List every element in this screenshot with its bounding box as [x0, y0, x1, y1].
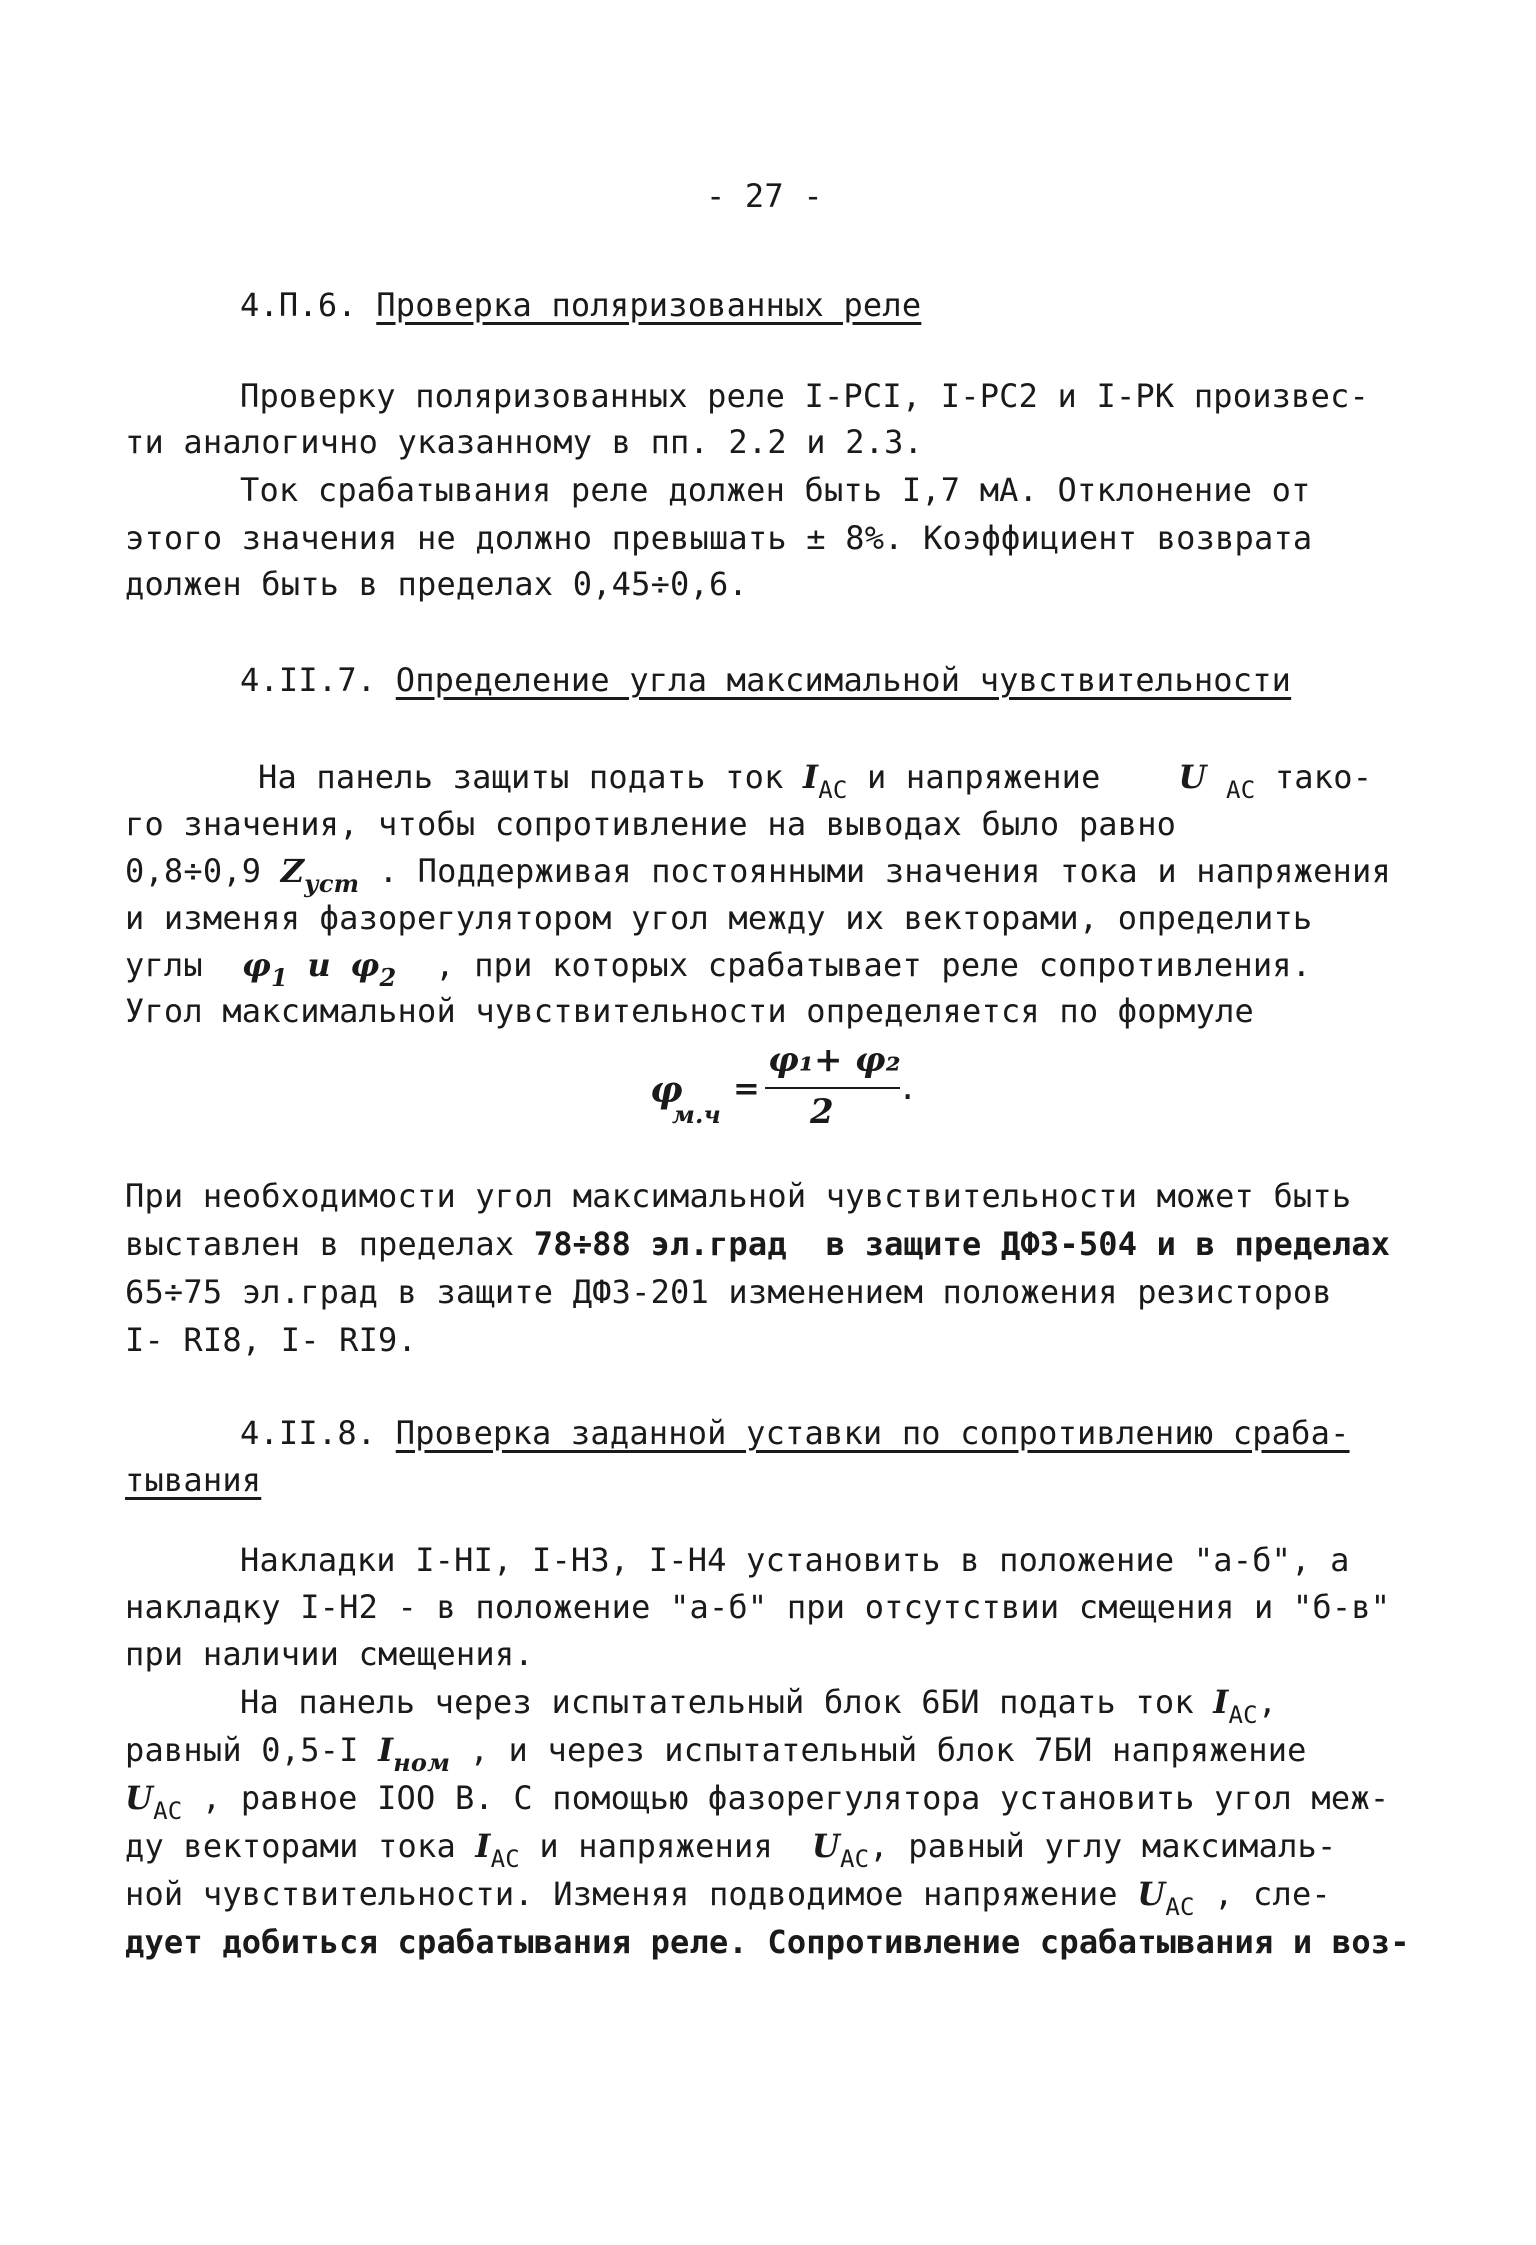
formula-period: .	[898, 1069, 918, 1107]
text-line: На панель защиты подать ток $I_{AC}$ и напряжение U $_{AC}$ тако-	[258, 758, 1373, 804]
section-heading-4-p-6	[240, 285, 921, 325]
text-line: го значения, чтобы сопротивление на выводах было равно	[125, 805, 1177, 843]
text-line: должен быть в пределах 0,45÷0,6.	[125, 565, 748, 603]
text-line: $U_{AC}$ , равное IOO В. С помощью фазорегулятора установить угол меж-	[125, 1779, 1390, 1825]
formula-phi: φ	[650, 1069, 683, 1111]
fraction-bar	[765, 1087, 900, 1089]
section-number: 4.II.7.	[240, 661, 377, 699]
section-title: Проверка поляризованных реле	[376, 286, 922, 324]
section-title: Определение угла максимальной чувствительности	[395, 661, 1292, 699]
text-line: накладку I-H2 - в положение "а-б" при отсутствии смещения и "б-в"	[125, 1588, 1391, 1626]
text-line: углы $\varphi_1$ и $\varphi_2$ , при которых срабатывает реле сопротивления.	[125, 946, 1312, 992]
section-heading-4-ii-8	[240, 1413, 1350, 1453]
text-line: и изменяя фазорегулятором угол между их векторами, определить	[125, 899, 1313, 937]
text-line: при наличии смещения.	[125, 1635, 534, 1673]
formula-denominator: 2	[810, 1092, 834, 1132]
text-line: Ток срабатывания реле должен быть I,7 мА. Отклонение от	[240, 471, 1311, 509]
text-line: 0,8÷0,9 $Z_{уст}$ . Поддерживая постоянными значения тока и напряжения	[125, 852, 1391, 898]
formula-equals: =	[733, 1069, 761, 1107]
text-line: При необходимости угол максимальной чувствительности может быть	[125, 1177, 1352, 1215]
text-line: 65÷75 эл.град в защите ДФЗ-201 изменением положения резисторов	[125, 1273, 1332, 1311]
section-title: Проверка заданной уставки по сопротивлению сраба-	[395, 1414, 1350, 1452]
text-line: Проверку поляризованных реле I-PCI, I-PC2 и I-PK произвес-	[240, 377, 1370, 415]
text-line: ти аналогично указанному в пп. 2.2 и 2.3.	[125, 423, 924, 461]
text-line: этого значения не должно превышать ± 8%. Коэффициент возврата	[125, 519, 1313, 557]
text-line: На панель через испытательный блок 6БИ подать ток $I_{AC}$,	[240, 1683, 1278, 1729]
text-line: равный 0,5-I $I_{ном}$ , и через испытательный блок 7БИ напряжение	[125, 1731, 1307, 1777]
page-number: - 27 -	[706, 177, 823, 215]
text-line: I- RI8, I- RI9.	[125, 1321, 417, 1359]
text-line: ду векторами тока $I_{AC}$ и напряжения $U_{AC}$, равный углу максималь-	[125, 1827, 1337, 1873]
text-line: выставлен в пределах 78÷88 эл.град в защите ДФЗ-504 и в пределах	[125, 1225, 1391, 1263]
section-heading-4-ii-7	[240, 660, 1291, 700]
text-line: дует добиться срабатывания реле. Сопротивление срабатывания и воз-	[125, 1923, 1410, 1961]
text-line: Угол максимальной чувствительности определяется по формуле	[125, 992, 1255, 1030]
formula-subscript: м.ч	[672, 1100, 721, 1129]
section-number: 4.II.8.	[240, 1414, 377, 1452]
formula-numerator: φ₁+ φ₂	[768, 1040, 901, 1080]
text-line: Накладки I-HI, I-H3, I-H4 установить в положение "а-б", а	[240, 1541, 1350, 1579]
section-title-continuation: тывания	[125, 1461, 262, 1499]
section-number: 4.П.6.	[240, 286, 357, 324]
text-line: ной чувствительности. Изменяя подводимое напряжение $U_{AC}$ , сле-	[125, 1875, 1331, 1921]
